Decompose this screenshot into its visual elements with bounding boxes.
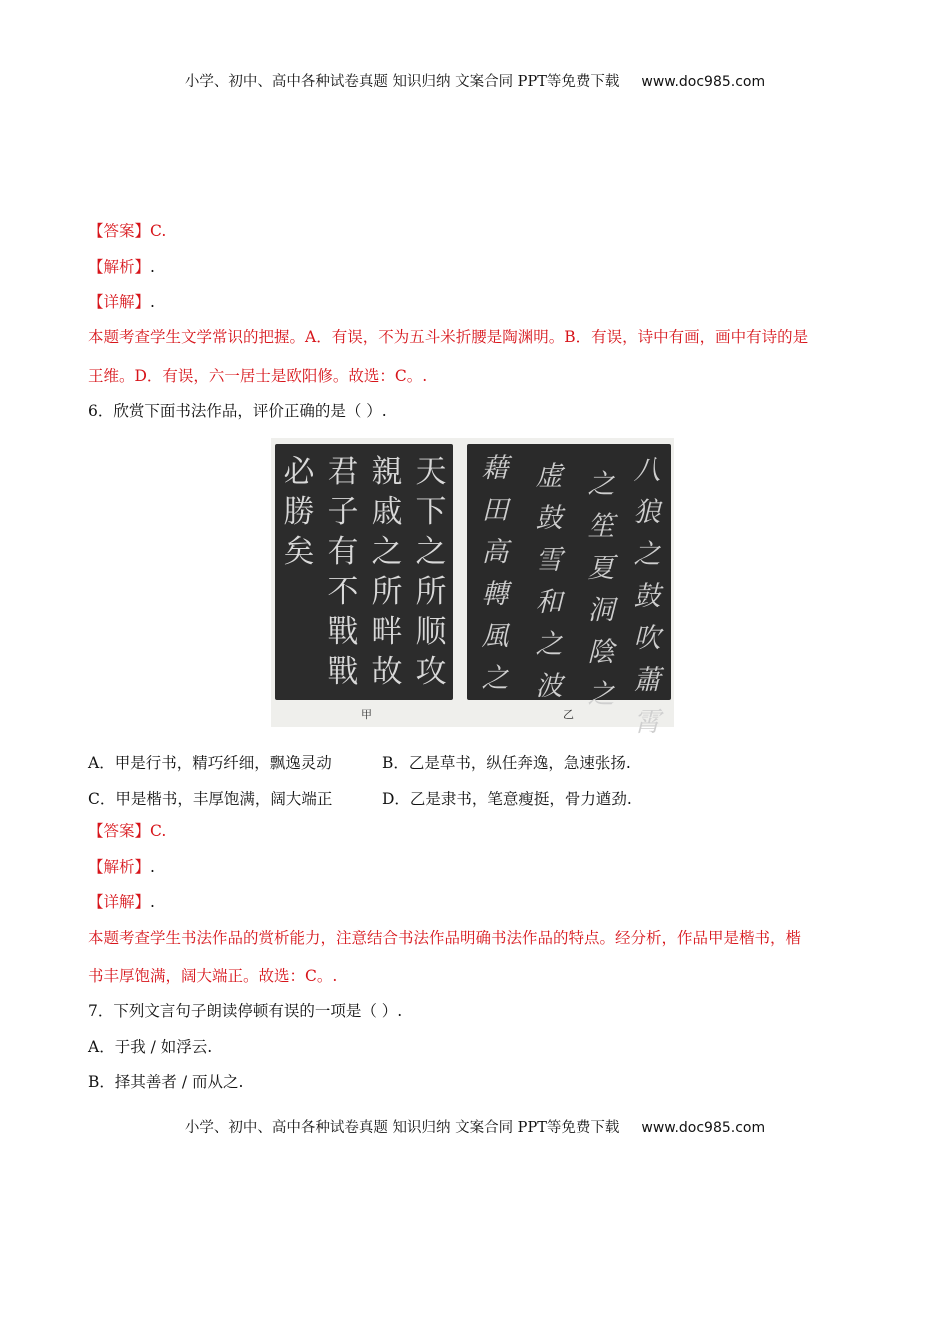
footer-site[interactable]: www.doc985.com	[641, 1120, 766, 1136]
q6-answer: 【答案】C.	[88, 822, 167, 840]
calligraphy-char: 之	[587, 469, 615, 500]
q5-detail: 【详解】.	[88, 293, 155, 311]
left-column-1	[411, 452, 451, 692]
figure-label-right: 乙	[563, 708, 574, 721]
calligraphy-char: 和	[535, 587, 563, 618]
calligraphy-char: 之	[371, 534, 403, 570]
calligraphy-char: 高	[481, 537, 509, 568]
calligraphy-char: 戰	[327, 654, 359, 690]
calligraphy-char: 子	[327, 494, 359, 530]
calligraphy-char: 洞	[587, 595, 615, 626]
left-column-2	[367, 452, 407, 692]
calligraphy-char: 蕭	[633, 665, 661, 696]
left-column-3	[323, 452, 363, 692]
calligraphy-char: 攻	[415, 654, 447, 690]
q6-option-a: A．甲是行书，精巧纤细，飘逸灵动	[88, 754, 332, 772]
calligraphy-char: 之	[415, 534, 447, 570]
calligraphy-char: 矣	[283, 534, 315, 570]
right-column-2	[581, 464, 621, 716]
calligraphy-char: 顺	[415, 614, 447, 650]
calligraphy-panel-right	[467, 444, 671, 738]
left-column-4	[279, 452, 319, 572]
calligraphy-char: 親	[371, 454, 403, 490]
q6-option-d: D．乙是隶书，笔意瘦挺，骨力遒劲.	[382, 790, 632, 808]
calligraphy-char: 戚	[371, 494, 403, 530]
calligraphy-char: 八	[633, 455, 661, 486]
calligraphy-char: 勝	[283, 494, 315, 530]
q5-explanation-line1: 本题考查学生文学常识的把握。A．有误，不为五斗米折腰是陶渊明。B．有误，诗中有画，画中有诗的是	[88, 328, 809, 346]
calligraphy-char: 所	[371, 574, 403, 610]
calligraphy-char: 鼓	[535, 503, 563, 534]
calligraphy-char: 笙	[587, 511, 615, 542]
right-column-1	[627, 450, 667, 744]
calligraphy-char: 君	[327, 454, 359, 490]
calligraphy-char: 故	[371, 654, 403, 690]
q7-option-b: B．择其善者 / 而从之.	[88, 1073, 244, 1091]
calligraphy-char: 天	[415, 454, 447, 490]
calligraphy-char: 藉	[481, 453, 509, 484]
q5-analysis: 【解析】.	[88, 258, 155, 276]
page-header	[0, 70, 950, 91]
q6-explanation-line2: 书丰厚饱满，阔大端正。故选：C。.	[88, 967, 338, 985]
calligraphy-char: 波	[535, 671, 563, 702]
calligraphy-char: 鼓	[633, 581, 661, 612]
q7-stem: 7．下列文言句子朗读停顿有误的一项是（ ）.	[88, 1002, 403, 1020]
calligraphy-figure	[271, 438, 674, 738]
q7-option-a: A．于我 / 如浮云.	[88, 1038, 213, 1056]
calligraphy-char: 風	[481, 621, 509, 652]
calligraphy-char: 霄	[633, 707, 661, 738]
calligraphy-char: 所	[415, 574, 447, 610]
calligraphy-char: 虚	[535, 461, 563, 492]
q6-option-b: B．乙是草书，纵任奔逸，急速张扬.	[382, 754, 631, 772]
calligraphy-char: 陰	[587, 637, 615, 668]
calligraphy-char: 必	[283, 454, 315, 490]
page-footer	[0, 1116, 950, 1137]
calligraphy-char: 畔	[371, 614, 403, 650]
q6-stem: 6．欣赏下面书法作品，评价正确的是（ ）.	[88, 402, 387, 420]
calligraphy-char: 吹	[633, 623, 661, 654]
calligraphy-panel-left	[275, 444, 453, 700]
q5-explanation-line2: 王维。D．有误，六一居士是欧阳修。故选：C。.	[88, 367, 428, 385]
header-text: 小学、初中、高中各种试卷真题 知识归纳 文案合同 PPT等免费下载	[184, 74, 620, 90]
right-column-4	[475, 448, 515, 700]
header-site[interactable]: www.doc985.com	[641, 74, 766, 90]
calligraphy-char: 戰	[327, 614, 359, 650]
calligraphy-char: 之	[481, 663, 509, 694]
calligraphy-char: 夏	[587, 553, 615, 584]
figure-label-left: 甲	[361, 708, 372, 721]
right-column-3	[529, 456, 569, 708]
calligraphy-char: 不	[327, 574, 359, 610]
calligraphy-char: 下	[415, 494, 447, 530]
q6-option-c: C．甲是楷书，丰厚饱满，阔大端正	[88, 790, 333, 808]
calligraphy-char: 有	[327, 534, 359, 570]
q6-explanation-line1: 本题考查学生书法作品的赏析能力，注意结合书法作品明确书法作品的特点。经分析，作品甲是楷书，楷	[88, 929, 802, 947]
calligraphy-char: 雪	[535, 545, 563, 576]
calligraphy-char: 田	[481, 495, 509, 526]
calligraphy-char: 之	[587, 679, 615, 710]
q6-analysis: 【解析】.	[88, 858, 155, 876]
calligraphy-char: 轉	[481, 579, 509, 610]
q6-detail: 【详解】.	[88, 893, 155, 911]
calligraphy-char: 之	[633, 539, 661, 570]
footer-text: 小学、初中、高中各种试卷真题 知识归纳 文案合同 PPT等免费下载	[184, 1120, 620, 1136]
calligraphy-char: 狼	[633, 497, 661, 528]
q5-answer: 【答案】C.	[88, 222, 167, 240]
calligraphy-char: 之	[535, 629, 563, 660]
